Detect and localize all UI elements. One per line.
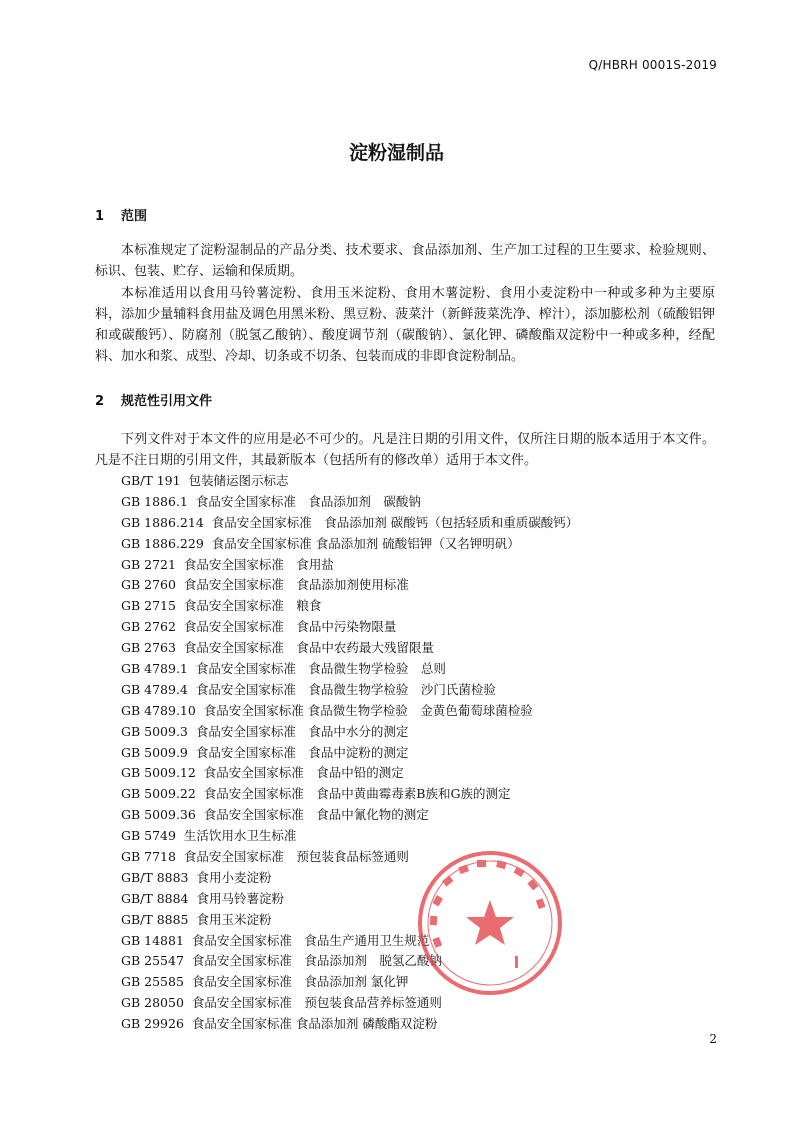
reference-separator: [176, 577, 184, 592]
reference-title: 食品安全国家标准 食品生产通用卫生规范: [191, 932, 430, 948]
reference-item: [121, 722, 578, 743]
reference-item: [121, 492, 578, 513]
reference-code: GB 7718: [121, 849, 176, 865]
reference-code: GB 1886.214: [121, 514, 204, 530]
reference-title: 食品安全国家标准 粮食: [183, 598, 322, 614]
reference-code: GB 14881: [121, 932, 184, 948]
reference-item: [121, 826, 578, 847]
reference-title: 食品安全国家标准 食品添加剂 碳酸钠: [195, 493, 421, 509]
reference-item: [121, 513, 578, 534]
reference-separator: [196, 807, 204, 822]
reference-code: GB 25585: [121, 974, 184, 990]
reference-title: 食品安全国家标准 食品中氰化物的测定: [203, 807, 429, 823]
reference-title: 食用玉米淀粉: [196, 911, 272, 927]
reference-code: GB 5749: [121, 828, 176, 844]
reference-separator: [176, 828, 184, 843]
section-heading-normative-references: [95, 390, 212, 409]
reference-title: 食品安全国家标准 食品微生物学检验 沙门氏菌检验: [195, 681, 496, 697]
reference-code: GB 5009.9: [121, 744, 188, 760]
reference-separator: [176, 849, 184, 864]
reference-code: GB 2762: [121, 619, 176, 635]
reference-item: [121, 659, 578, 680]
reference-title: 食品安全国家标准 食品中水分的测定: [195, 723, 409, 739]
reference-separator: [184, 995, 192, 1010]
reference-title: 食品安全国家标准 食品中铅的测定: [203, 765, 404, 781]
reference-title: 食用马铃薯淀粉: [196, 890, 284, 906]
reference-title: 食品安全国家标准 预包装食品营养标签通则: [191, 995, 442, 1011]
reference-item: [121, 534, 578, 555]
reference-code: GB 2760: [121, 577, 176, 593]
reference-item: [121, 555, 578, 576]
reference-code: GB 1886.1: [121, 493, 188, 509]
references-intro-paragraph: 下列文件对于本文件的应用是必不可少的。凡是注日期的引用文件，仅所注日期的版本适用于本文件。凡是不注日期的引用文件，其最新版本（包括所有的修改单）适用于本文件。: [95, 432, 715, 468]
scope-paragraph-2: 本标准适用以食用马铃薯淀粉、食用玉米淀粉、食用木薯淀粉、食用小麦淀粉中一种或多种为主要原料，添加少量辅料食用盐及调色用黑米粉、黑豆粉、菠菜汁（新鲜菠菜洗净、榨汁），添加膨松剂（硫酸铝钾和或碳酸钙）、防腐剂（脱氢乙酸钠）、酸度调节剂（碳酸钠）、氯化钾、磷酸酯双淀粉中一种或多种，经配料、加水和浆、成型、冷却、切条或不切条、包装而成的非即食淀粉制品。: [95, 286, 715, 364]
scope-paragraph-1: 本标准规定了淀粉湿制品的产品分类、技术要求、食品添加剂、生产加工过程的卫生要求、检验规则、标识、包装、贮存、运输和保质期。: [95, 243, 715, 279]
reference-separator: [184, 1016, 192, 1031]
reference-item: [121, 743, 578, 764]
reference-title: 食用小麦淀粉: [196, 869, 272, 885]
reference-code: GB/T 191: [121, 473, 181, 488]
reference-title: 食品安全国家标准 食品添加剂 磷酸酯双淀粉: [191, 1016, 438, 1032]
reference-separator: [184, 933, 192, 948]
reference-item: [121, 575, 578, 596]
reference-title: 食品安全国家标准 食品添加剂 硫酸铝钾（又名钾明矾）: [211, 535, 520, 551]
reference-title: 食品安全国家标准 食品中农药最大残留限量: [183, 640, 434, 656]
reference-separator: [176, 640, 184, 655]
reference-code: GB 1886.229: [121, 535, 204, 551]
reference-item: [121, 638, 578, 659]
reference-separator: [181, 473, 189, 488]
reference-item: [121, 680, 578, 701]
reference-title: 食品安全国家标准 食品添加剂 脱氢乙酸钠: [191, 953, 442, 969]
reference-separator: [176, 619, 184, 634]
reference-title: 食品安全国家标准 食品中污染物限量: [183, 619, 397, 635]
section-heading-text: 规范性引用文件: [121, 394, 213, 409]
reference-code: GB 28050: [121, 995, 184, 1011]
reference-code: GB/T 8885: [121, 911, 189, 927]
reference-code: GB 2763: [121, 640, 176, 656]
reference-item: [121, 805, 578, 826]
reference-code: GB 5009.22: [121, 786, 196, 802]
reference-title: 食品安全国家标准 食品添加剂 氯化钾: [191, 974, 409, 990]
reference-title: 食品安全国家标准 食品微生物学检验 金黄色葡萄球菌检验: [203, 702, 533, 718]
reference-separator: [204, 536, 212, 551]
reference-separator: [184, 974, 192, 989]
reference-separator: [196, 765, 204, 780]
reference-title: 食品安全国家标准 食品添加剂 碳酸钙（包括轻质和重质碳酸钙）: [211, 514, 579, 530]
reference-separator: [184, 953, 192, 968]
reference-code: GB 5009.3: [121, 723, 188, 739]
section-number: 2: [95, 394, 105, 409]
reference-separator: [196, 786, 204, 801]
reference-code: GB 29926: [121, 1016, 184, 1032]
reference-title: 食品安全国家标准 食品中黄曲霉毒素B族和G族的测定: [203, 786, 511, 802]
reference-item: [121, 1014, 578, 1035]
reference-code: GB 25547: [121, 953, 184, 969]
reference-separator: [188, 661, 196, 676]
reference-title: 食品安全国家标准 预包装食品标签通则: [183, 849, 409, 865]
reference-separator: [204, 515, 212, 530]
reference-code: GB 2715: [121, 598, 176, 614]
reference-title: 食品安全国家标准 食用盐: [183, 556, 334, 572]
section-heading-text: 范围: [121, 209, 148, 224]
reference-code: GB 4789.10: [121, 702, 196, 718]
section-number: 1: [95, 209, 105, 224]
reference-item: [121, 596, 578, 617]
reference-item: [121, 763, 578, 784]
document-title: 淀粉湿制品: [348, 142, 444, 164]
reference-title: 生活饮用水卫生标准: [183, 828, 297, 844]
reference-separator: [176, 557, 184, 572]
reference-separator: [188, 745, 196, 760]
reference-code: GB 4789.4: [121, 681, 188, 697]
page-number: 2: [709, 1032, 717, 1046]
reference-title: 食品安全国家标准 食品中淀粉的测定: [195, 744, 409, 760]
reference-item: [121, 471, 578, 492]
reference-code: GB 5009.12: [121, 765, 196, 781]
standard-code: Q/HBRH 0001S-2019: [588, 58, 717, 72]
reference-code: GB/T 8883: [121, 869, 189, 885]
reference-separator: [176, 598, 184, 613]
reference-code: GB 2721: [121, 556, 176, 572]
reference-separator: [196, 703, 204, 718]
reference-code: GB 5009.36: [121, 807, 196, 823]
reference-separator: [188, 682, 196, 697]
reference-item: [121, 617, 578, 638]
reference-title: 食品安全国家标准 食品添加剂使用标准: [183, 577, 409, 593]
company-seal-icon: [415, 848, 565, 998]
reference-code: GB 4789.1: [121, 661, 188, 677]
reference-separator: [188, 494, 196, 509]
reference-separator: [188, 724, 196, 739]
reference-item: [121, 701, 578, 722]
reference-title: 食品安全国家标准 食品微生物学检验 总则: [195, 661, 446, 677]
section-heading-scope: [95, 205, 147, 224]
reference-title: 包装储运图示标志: [188, 473, 289, 488]
reference-code: GB/T 8884: [121, 890, 189, 906]
reference-item: [121, 784, 578, 805]
